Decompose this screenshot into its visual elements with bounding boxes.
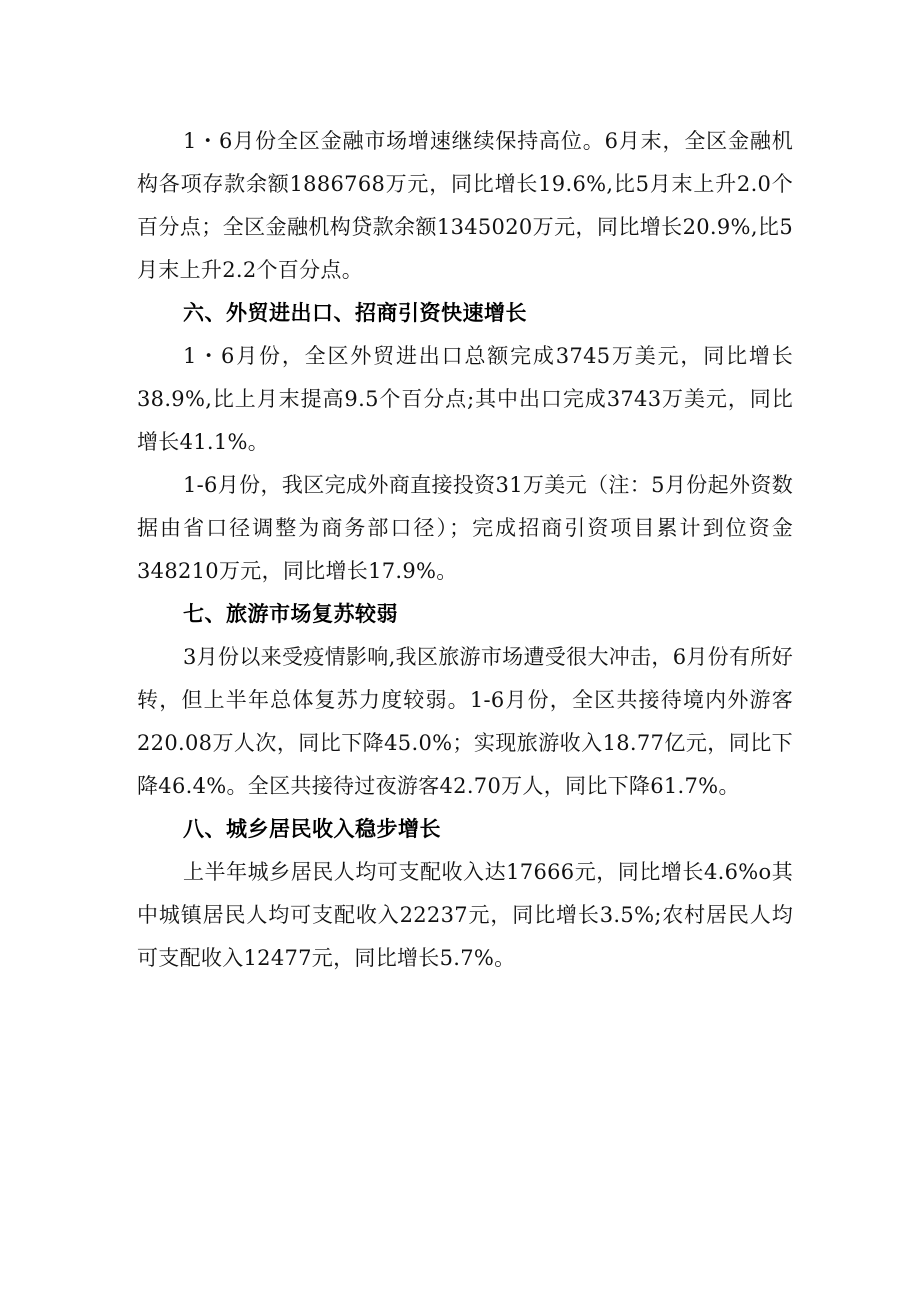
section-heading-6: 六、外贸进出口、招商引资快速增长 — [183, 301, 527, 325]
section-heading-7: 七、旅游市场复苏较弱 — [183, 602, 398, 626]
paragraph-investment: 1-6月份，我区完成外商直接投资31万美元（注：5月份起外资数据由省口径调整为商务部口径）；完成招商引资项目累计到位资金348210万元，同比增长17.9%。 — [137, 473, 793, 583]
paragraph-income: 上半年城乡居民人均可支配收入达17666元，同比增长4.6%o其中城镇居民人均可支配收入22237元，同比增长3.5%;农村居民人均可支配收入12477元，同比增长5.7%。 — [137, 860, 793, 970]
paragraph-finance: 1・6月份全区金融市场增速继续保持高位。6月末，全区金融机构各项存款余额1886768万元，同比增长19.6%,比5月末上升2.0个百分点；全区金融机构贷款余额1345020万元，同比增长20.9%,比5月末上升2.2个百分点。 — [137, 129, 793, 282]
paragraph-tourism: 3月份以来受疫情影响,我区旅游市场遭受很大冲击，6月份有所好转，但上半年总体复苏力度较弱。1-6月份，全区共接待境内外游客220.08万人次，同比下降45.0%；实现旅游收入18.77亿元，同比下降46.4%。全区共接待过夜游客42.70万人，同比下降61.7%。 — [137, 645, 793, 798]
document-body — [137, 120, 793, 980]
paragraph-foreign-trade: 1・6月份，全区外贸进出口总额完成3745万美元，同比增长38.9%,比上月末提高9.5个百分点;其中出口完成3743万美元，同比增长41.1%。 — [137, 344, 793, 454]
section-heading-8: 八、城乡居民收入稳步增长 — [183, 817, 441, 841]
